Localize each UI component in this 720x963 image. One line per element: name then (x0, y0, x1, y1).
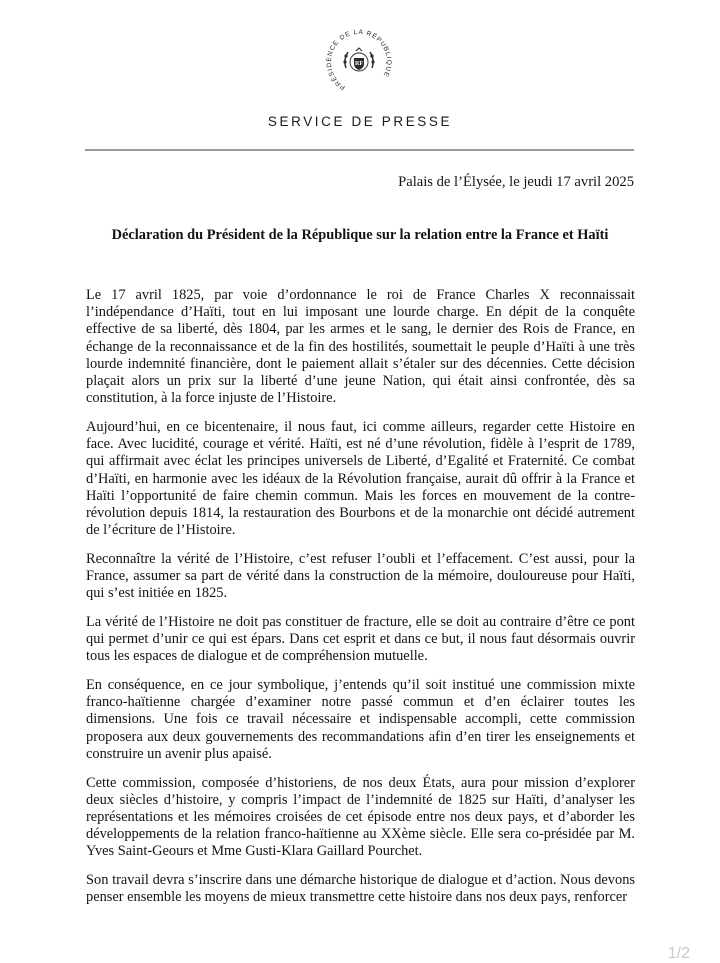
dateline: Palais de l’Élysée, le jeudi 17 avril 2025 (398, 174, 634, 190)
presidency-seal-icon (323, 26, 395, 98)
page-number: 1/2 (667, 945, 690, 962)
paragraph-2: Aujourd’hui, en ce bicentenaire, il nous faut, ici comme ailleurs, regarder cette Histoire en face. Avec lucidité, courage et vérité. Haïti, est né d’une révolution, fidèle à l’esprit de 1789, qui affirmait avec éclat les principes universels de Liberté, d’Egalité et Fraternité. Ce combat d’Haïti, en harmonie avec les idéaux de la Révolution française, aurait dû offrir à la France et Haïti l’opportunité de faire chemin commun. Mais les forces en mouvement de la contre-révolution depuis 1814, la restauration des Bourbons et de la monarchie ont décidé autrement de l’écriture de l’Histoire. (86, 418, 635, 539)
paragraph-5: En conséquence, en ce jour symbolique, j’entends qu’il soit institué une commission mixte franco-haïtienne chargée d’examiner notre passé commun et d’en éclairer toutes les dimensions. Une fois ce travail nécessaire et indispensable accompli, cette commission proposera aux deux gouvernements des recommandations afin d’en tirer les enseignements et construire un avenir plus apaisé. (86, 677, 635, 762)
press-service-heading: SERVICE DE PRESSE (267, 114, 453, 129)
header-divider (85, 149, 634, 151)
paragraph-6: Cette commission, composée d’historiens, de nos deux États, aura pour mission d’explorer deux siècles d’histoire, y compris l’impact de l’indemnité de 1825 sur Haïti, d’analyser les représentations et les mémoires croisées de cet épisode entre nos deux pays, et d’aborder les développements de la relation franco-haïtienne au XXème siècle. Elle sera co-présidée par M. Yves Saint-Geours et Mme Gusti-Klara Gaillard Pourchet. (86, 774, 635, 860)
document-title: Déclaration du Président de la République sur la relation entre la France et Haïti (111, 227, 609, 243)
seal-text: PRÉSIDENCE DE LA RÉPUBLIQUE (325, 28, 393, 91)
paragraph-4: La vérité de l’Histoire ne doit pas constituer de fracture, elle se doit au contraire d’être ce pont qui permet d’unir ce qui est épars. Dans cet esprit et dans ce but, il nous faut désormais ouvrir tous les espaces de dialogue et de compréhension mutuelle. (86, 613, 635, 665)
body-text (86, 287, 635, 918)
paragraph-7: Son travail devra s’inscrire dans une démarche historique de dialogue et d’action. Nous devons penser ensemble les moyens de mieux transmettre cette histoire dans nos deux pays, renforcer (86, 872, 635, 906)
svg-text:RF: RF (355, 61, 363, 67)
paragraph-3: Reconnaître la vérité de l’Histoire, c’est refuser l’oubli et l’effacement. C’est aussi, pour la France, assumer sa part de vérité dans la construction de la mémoire, douloureuse pour Haïti, qui s’est initiée en 1825. (86, 550, 635, 602)
paragraph-1: Le 17 avril 1825, par voie d’ordonnance le roi de France Charles X reconnaissait l’indépendance d’Haïti, tout en lui imposant une lourde charge. En dépit de la conquête effective de sa liberté, dès 1804, par les armes et le sang, le dernier des Rois de France, en échange de la reconnaissance et de la fin des hostilités, soumettait le peuple d’Haïti à une très lourde indemnité financière, dont le paiement allait s’étaler sur des décennies. Cette décision plaçait alors un prix sur la liberté d’une jeune Nation, qui était ainsi confrontée, dès sa constitution, à la force injuste de l’Histoire. (86, 287, 635, 407)
